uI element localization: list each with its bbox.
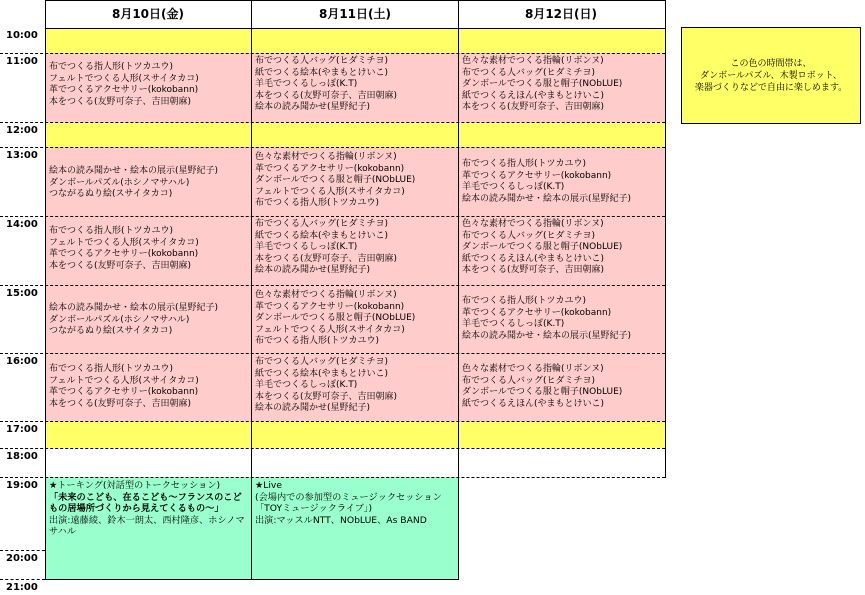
talking-session-cell — [46, 478, 251, 578]
schedule-cell-sun-16 — [459, 362, 665, 412]
live-title: ★Live — [255, 480, 282, 491]
activity-item: 羊毛でつくるしっぽ(K.T) — [255, 380, 358, 390]
schedule-cell-fri-16 — [46, 362, 251, 412]
activity-item: 本をつくる(友野可奈子、吉田朝麻) — [255, 391, 398, 402]
activity-item: 布でつくる人バッグ(ヒダミチヨ) — [255, 219, 389, 229]
talking-performers: 出演:遠藤綾、鈴木一朗太、西村隆彦、ホシノマサハル — [49, 514, 245, 537]
activity-item: 羊毛でつくるしっぽ(K.T) — [255, 79, 358, 89]
activity-item: 紙でつくるえほん(やまもとけいこ) — [462, 398, 605, 409]
activity-item: 本をつくる(友野可奈子、吉田朝麻) — [462, 102, 605, 112]
free-time-row-10 — [45, 28, 665, 53]
grid-header-bottom — [45, 28, 665, 29]
live-performers: 出演:マッスルNTT、NObLUE、As BAND — [255, 514, 427, 526]
schedule-cell-fri-13 — [46, 164, 251, 203]
activity-item: 本をつくる(友野可奈子、吉田朝麻) — [49, 398, 192, 409]
activity-item: 紙でつくるえほん(やまもとけいこ) — [462, 253, 605, 264]
activity-item: 本をつくる(友野可奈子、吉田朝麻) — [49, 96, 192, 107]
activity-item: 絵本の読み聞かせ・絵本の展示(星野紀子) — [49, 166, 219, 176]
schedule-cell-sat-14 — [252, 217, 458, 279]
grid-15 — [0, 285, 665, 286]
time-label-15: 15:00 — [6, 288, 38, 299]
grid-17 — [0, 421, 665, 422]
time-label-18: 18:00 — [6, 451, 38, 462]
activity-item: 布でつくる人バッグ(ヒダミチヨ) — [255, 56, 389, 66]
schedule-cell-sat-15 — [252, 288, 458, 350]
activity-item: 革でつくるアクセサリー(kokobann) — [49, 249, 199, 259]
live-description: (会場内での参加型のミュージックセッション「TOYミュージックライブ」) — [255, 491, 442, 514]
activity-item: 羊毛でつくるしっぽ(K.T) — [462, 182, 565, 192]
free-time-row-12 — [45, 122, 665, 147]
activity-item: 羊毛でつくるしっぽ(K.T) — [255, 242, 358, 252]
activity-item: 本をつくる(友野可奈子、吉田朝麻) — [462, 265, 605, 275]
talking-theme: 「未来のこども、在るこども〜フランスのこどもの居場所づくりから見えてくるもの〜」 — [49, 491, 242, 514]
activity-item: 布でつくる指人形(トツカユウ) — [49, 62, 174, 72]
activity-item: 色々な素材でつくる指輪(リボンヌ) — [462, 56, 604, 66]
schedule-cell-sat-16 — [252, 355, 458, 417]
activity-item: 布でつくる指人形(トツカユウ) — [255, 336, 380, 346]
activity-item: 紙でつくる絵本(やまもとけいこ) — [255, 368, 389, 379]
activity-item: 革でつくるアクセサリー(kokobann) — [462, 307, 612, 318]
activity-item: フェルトでつくる人形(スサイタカコ) — [255, 186, 405, 197]
activity-item: 布でつくる人バッグ(ヒダミチヨ) — [462, 375, 596, 386]
live-session-cell — [252, 478, 458, 578]
activity-item: 紙でつくる絵本(やまもとけいこ) — [255, 230, 389, 241]
time-label-14: 14:00 — [6, 219, 38, 230]
legend-note — [681, 27, 861, 124]
activity-item: 革でつくるアクセサリー(kokobann) — [462, 170, 612, 181]
schedule-cell-sat-11 — [252, 54, 458, 116]
activity-item: ダンボールでつくる服と帽子(NObLUE) — [462, 79, 623, 89]
activity-item: 色々な素材でつくる指輪(リボンヌ) — [255, 290, 397, 300]
schedule-cell-sun-15 — [459, 294, 665, 344]
activity-item: 革でつくるアクセサリー(kokobann) — [255, 163, 405, 174]
legend-note-line: 楽器づくりなどで自由に楽しめます。 — [694, 82, 848, 93]
activity-item: 革でつくるアクセサリー(kokobann) — [49, 85, 199, 95]
schedule-cell-sat-13 — [252, 150, 458, 212]
activity-item: つながるぬり絵(スサイタカコ) — [49, 326, 173, 336]
activity-item: ダンボールでつくる服と帽子(NObLUE) — [462, 242, 623, 252]
activity-item: 絵本の読み聞かせ・絵本の展示(星野紀子) — [462, 330, 632, 341]
activity-item: ダンボールでつくる服と帽子(NObLUE) — [255, 175, 416, 185]
activity-item: つながるぬり絵(スサイタカコ) — [49, 189, 173, 199]
time-label-20: 20:00 — [6, 553, 38, 564]
schedule-cell-fri-11 — [46, 60, 251, 110]
activity-item: 絵本の読み聞かせ(星野紀子) — [255, 265, 371, 275]
grid-18 — [0, 448, 665, 449]
grid-12 — [0, 122, 665, 123]
grid-20 — [0, 550, 45, 551]
activity-item: ダンボールパズル(ホシノマサハル) — [49, 314, 190, 325]
activity-item: 本をつくる(友野可奈子、吉田朝麻) — [49, 260, 192, 271]
grid-16 — [0, 353, 665, 354]
activity-item: ダンボールでつくる服と帽子(NObLUE) — [255, 313, 416, 323]
activity-item: 布でつくる指人形(トツカユウ) — [462, 159, 587, 169]
activity-item: 布でつくる指人形(トツカユウ) — [49, 226, 174, 236]
activity-item: 羊毛でつくるしっぽ(K.T) — [462, 319, 565, 329]
activity-item: 絵本の読み聞かせ・絵本の展示(星野紀子) — [462, 193, 632, 204]
grid-v-3 — [665, 0, 666, 478]
activity-item: 絵本の読み聞かせ(星野紀子) — [255, 102, 371, 112]
grid-21 — [0, 579, 45, 580]
time-label-13: 13:00 — [6, 150, 38, 161]
activity-item: 絵本の読み聞かせ・絵本の展示(星野紀子) — [49, 303, 219, 313]
activity-item: 布でつくる指人形(トツカユウ) — [49, 364, 174, 374]
time-label-11: 11:00 — [6, 56, 38, 67]
activity-item: フェルトでつくる人形(スサイタカコ) — [49, 237, 199, 248]
talking-title: ★トーキング(対話型のトークセッション) — [49, 480, 221, 491]
activity-item: 色々な素材でつくる指輪(リボンヌ) — [255, 152, 397, 162]
activity-item: フェルトでつくる人形(スサイタカコ) — [49, 375, 199, 386]
activity-item: 紙でつくるえほん(やまもとけいこ) — [462, 90, 605, 101]
time-label-21: 21:00 — [6, 582, 38, 593]
activity-item: 布でつくる指人形(トツカユウ) — [255, 198, 380, 208]
schedule-cell-sun-13 — [459, 157, 665, 207]
activity-item: ダンボールパズル(ホシノマサハル) — [49, 177, 190, 188]
activity-item: 布でつくる人バッグ(ヒダミチヨ) — [255, 357, 389, 367]
schedule-cell-sun-14 — [459, 217, 665, 279]
activity-item: 色々な素材でつくる指輪(リボンヌ) — [462, 219, 604, 229]
activity-item: ダンボールでつくる服と帽子(NObLUE) — [462, 387, 623, 397]
activity-item: 革でつくるアクセサリー(kokobann) — [49, 387, 199, 397]
grid-top — [45, 0, 665, 1]
time-label-12: 12:00 — [6, 125, 38, 136]
activity-item: 紙でつくる絵本(やまもとけいこ) — [255, 67, 389, 78]
activity-item: 本をつくる(友野可奈子、吉田朝麻) — [255, 90, 398, 101]
activity-item: 絵本の読み聞かせ(星野紀子) — [255, 403, 371, 413]
activity-item: 革でつくるアクセサリー(kokobann) — [255, 301, 405, 312]
time-label-17: 17:00 — [6, 424, 38, 435]
schedule-cell-fri-15 — [46, 301, 251, 340]
time-label-10: 10:00 — [6, 30, 38, 41]
activity-item: 本をつくる(友野可奈子、吉田朝麻) — [255, 253, 398, 264]
activity-item: 布でつくる人バッグ(ヒダミチヨ) — [462, 67, 596, 78]
legend-note-line: ダンボールパズル、木製ロボット、 — [700, 70, 842, 81]
schedule-cell-fri-14 — [46, 224, 251, 274]
time-label-19: 19:00 — [6, 480, 38, 491]
time-label-16: 16:00 — [6, 356, 38, 367]
column-header-sun: 8月12日(日) — [524, 7, 598, 21]
schedule-cell-sun-11 — [459, 54, 665, 116]
activity-item: フェルトでつくる人形(スサイタカコ) — [255, 324, 405, 335]
activity-item: 布でつくる指人形(トツカユウ) — [462, 296, 587, 306]
column-header-fri: 8月10日(金) — [111, 7, 185, 21]
grid-13 — [0, 147, 665, 148]
activity-item: フェルトでつくる人形(スサイタカコ) — [49, 73, 199, 84]
activity-item: 色々な素材でつくる指輪(リボンヌ) — [462, 364, 604, 374]
free-time-row-17 — [45, 421, 665, 448]
legend-note-line: この色の時間帯は、 — [730, 58, 812, 69]
activity-item: 布でつくる人バッグ(ヒダミチヨ) — [462, 230, 596, 241]
column-header-sat: 8月11日(土) — [318, 7, 392, 21]
